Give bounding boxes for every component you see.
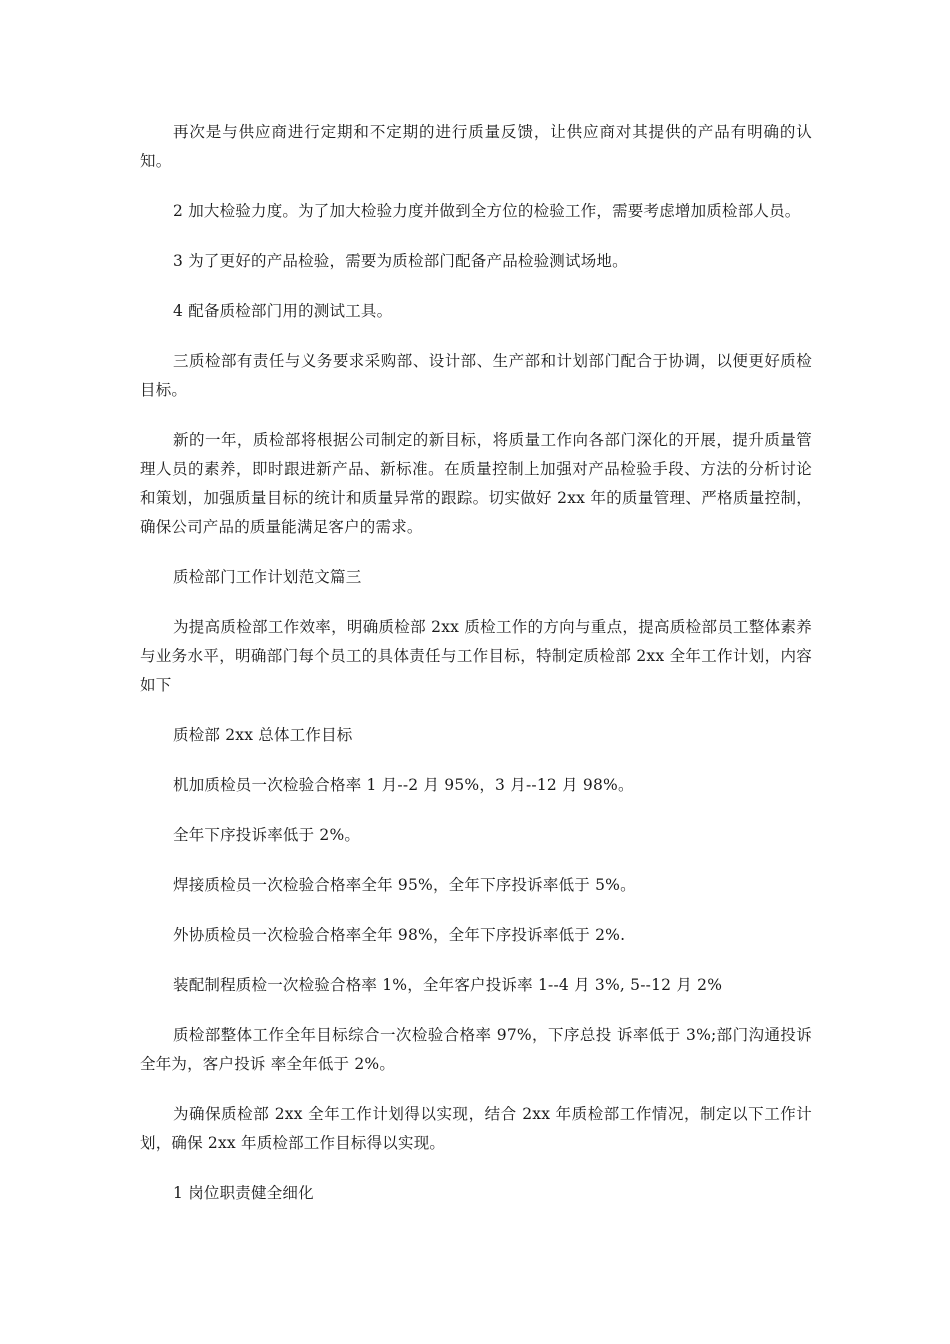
- paragraph-plan-assurance: 为确保质检部 2xx 全年工作计划得以实现，结合 2xx 年质检部工作情况，制定以下工作计划，确保 2xx 年质检部工作目标得以实现。: [140, 1105, 812, 1152]
- paragraph-supplier-feedback: 再次是与供应商进行定期和不定期的进行质量反馈，让供应商对其提供的产品有明确的认知。: [140, 123, 812, 170]
- paragraph-plan-purpose: 为提高质检部工作效率，明确质检部 2xx 质检工作的方向与重点，提高质检部员工整体素养与业务水平，明确部门每个员工的具体责任与工作目标，特制定质检部 2xx 全年工作计划，内容如下: [140, 618, 812, 694]
- target-outsourcing-pass-rate: 外协质检员一次检验合格率全年 98%，全年下序投诉率低于 2%.: [173, 926, 626, 944]
- target-assembly-pass-rate: 装配制程质检一次检验合格率 1%，全年客户投诉率 1--4 月 3%, 5--12 月 2%: [173, 976, 723, 994]
- heading-job-responsibilities: 1 岗位职责健全细化: [173, 1184, 314, 1202]
- target-machining-pass-rate: 机加质检员一次检验合格率 1 月--2 月 95%，3 月--12 月 98%。: [173, 776, 634, 794]
- paragraph-test-tools: 4 配备质检部门用的测试工具。: [173, 302, 393, 320]
- section-heading-part-three: 质检部门工作计划范文篇三: [173, 568, 362, 586]
- paragraph-department-coordination: 三质检部有责任与义务要求采购部、设计部、生产部和计划部门配合于协调，以便更好质检目标。: [140, 352, 812, 399]
- target-overall-department: 质检部整体工作全年目标综合一次检验合格率 97%，下序总投 诉率低于 3%;部门沟通投诉全年为，客户投诉 率全年低于 2%。: [140, 1026, 812, 1073]
- document-body: [140, 118, 812, 1208]
- target-welding-pass-rate: 焊接质检员一次检验合格率全年 95%，全年下序投诉率低于 5%。: [173, 876, 636, 894]
- paragraph-inspection-strength: 2 加大检验力度。为了加大检验力度并做到全方位的检验工作，需要考虑增加质检部人员。: [173, 202, 801, 220]
- heading-overall-targets: 质检部 2xx 总体工作目标: [173, 726, 353, 744]
- target-downstream-complaint-rate: 全年下序投诉率低于 2%。: [173, 826, 361, 844]
- paragraph-test-site: 3 为了更好的产品检验，需要为质检部门配备产品检验测试场地。: [173, 252, 628, 270]
- paragraph-new-year-goals: 新的一年，质检部将根据公司制定的新目标，将质量工作向各部门深化的开展，提升质量管理人员的素养，即时跟进新产品、新标准。在质量控制上加强对产品检验手段、方法的分析讨论和策划，加强质量目标的统计和质量异常的跟踪。切实做好 2xx 年的质量管理、严格质量控制，确保公司产品的质量能满足客户的需求。: [140, 431, 812, 536]
